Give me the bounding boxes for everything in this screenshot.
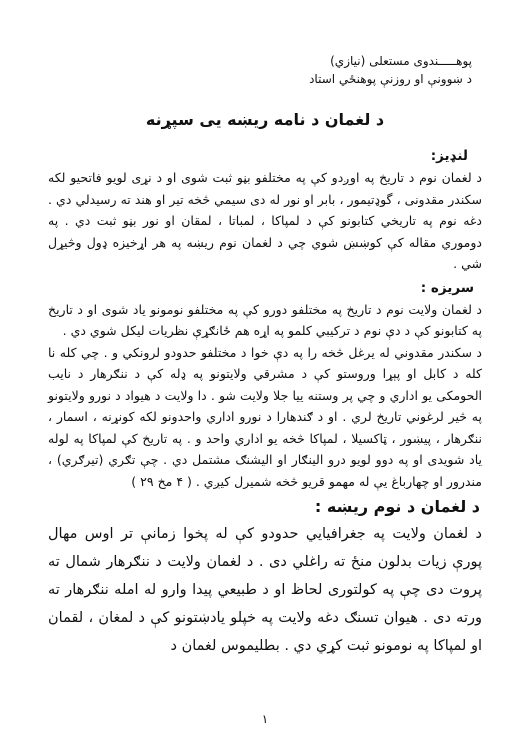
abstract-heading: لنډیز: <box>430 148 468 164</box>
author-block <box>48 52 482 88</box>
abstract-paragraph: د لغمان نوم د تاریخ په اوږدو کې په مختلفو بڼو ثبت شوی او د نړی لویو فاتحیو لکه سکندر مقدونی ، گوډتیمور ، بابر او نور له دی سیمي څخه تیر او هند ته رسیدلي دي . دغه نوم په تاریخي کتابونو کې د لمپاکا ، لمباتا ، لمقان او نور بڼو ثبت دي . په دوموري مقاله کې کوښښ شوي چي د لغمان نوم ریښه په هر اړخیزه ډول وڅیړل شي . <box>48 170 482 271</box>
author-name: پوهـــــندوی مستعلی (نیازي) <box>330 54 472 68</box>
intro-paragraph-1: د لغمان ولایت نوم د تاریخ په مختلفو دورو کې په مختلفو نومونو یاد شوی او د تاریخ په کتابونو کې د دې نوم د ترکیبي کلمو په اړه هم ځانګړې نظریات لیکل شوي دي . <box>48 301 482 338</box>
author-title: د ښوونې او روزنې پوهنځي استاد <box>309 72 472 86</box>
intro-section <box>48 277 482 493</box>
name-root-paragraph: د لغمان ولایت په جغرافیایي حدودو کې له پخوا زمانې تر اوس مهال پورې زیات بدلون منځ ته راغلي دی . د لغمان ولایت د ننګرهار شمال ته پروت دی چې په کولتوری لحاظ او د طبیعي پیدا وارو له امله ننګرهار ته ورته دی . هیوان تسنګ دغه ولایت په خپلو یادښتونو کې د لمغان ، لقمان او لمپاکا په نومونو ثبت کړي دي . بطلیموس لغمان د <box>48 526 482 654</box>
name-root-heading: د لغمان د نوم ریښه : <box>314 497 480 516</box>
abstract-section <box>48 145 482 275</box>
intro-paragraph-2: د سکندر مقدوني له یرغل څخه را په دې خوا د مختلفو حدودو لرونکي و . چي کله نا کله د کابل او پېړا وروستو کې د مشرقي ولایتونو په ډله کې د ننګرهار د نایب الحومکی یو اداري و چي پر وستنه ییا جلا ولایت شو . دا ولایت د هیواد د نورو ولایتونو په څیر لرغوني تاریخ لري . او د ګندهارا د نورو اداري واحدونو لکه کونړنه ، اسمار ، ننګرهار ، پیښور ، ټاکسیلا ، لمپاکا څخه یو اداري واحد و . په تاریخ کې لمپاکا په لوله یاد شویدی او په دوو لویو درو الینګار او الیشنګ مشتمل دي . چې تګري (تیرګري) ، مندرور او چهارباغ یې له مهمو قریو څخه شمیرل کیږي . ( ۴ مخ ۲۹ ) <box>48 344 482 489</box>
article-title: د لغمان د نامه ریښه یی سپړنه <box>145 110 385 129</box>
name-root-section <box>48 496 482 660</box>
page-number: ۱ <box>261 712 269 726</box>
intro-heading: سریزه : <box>420 279 474 296</box>
